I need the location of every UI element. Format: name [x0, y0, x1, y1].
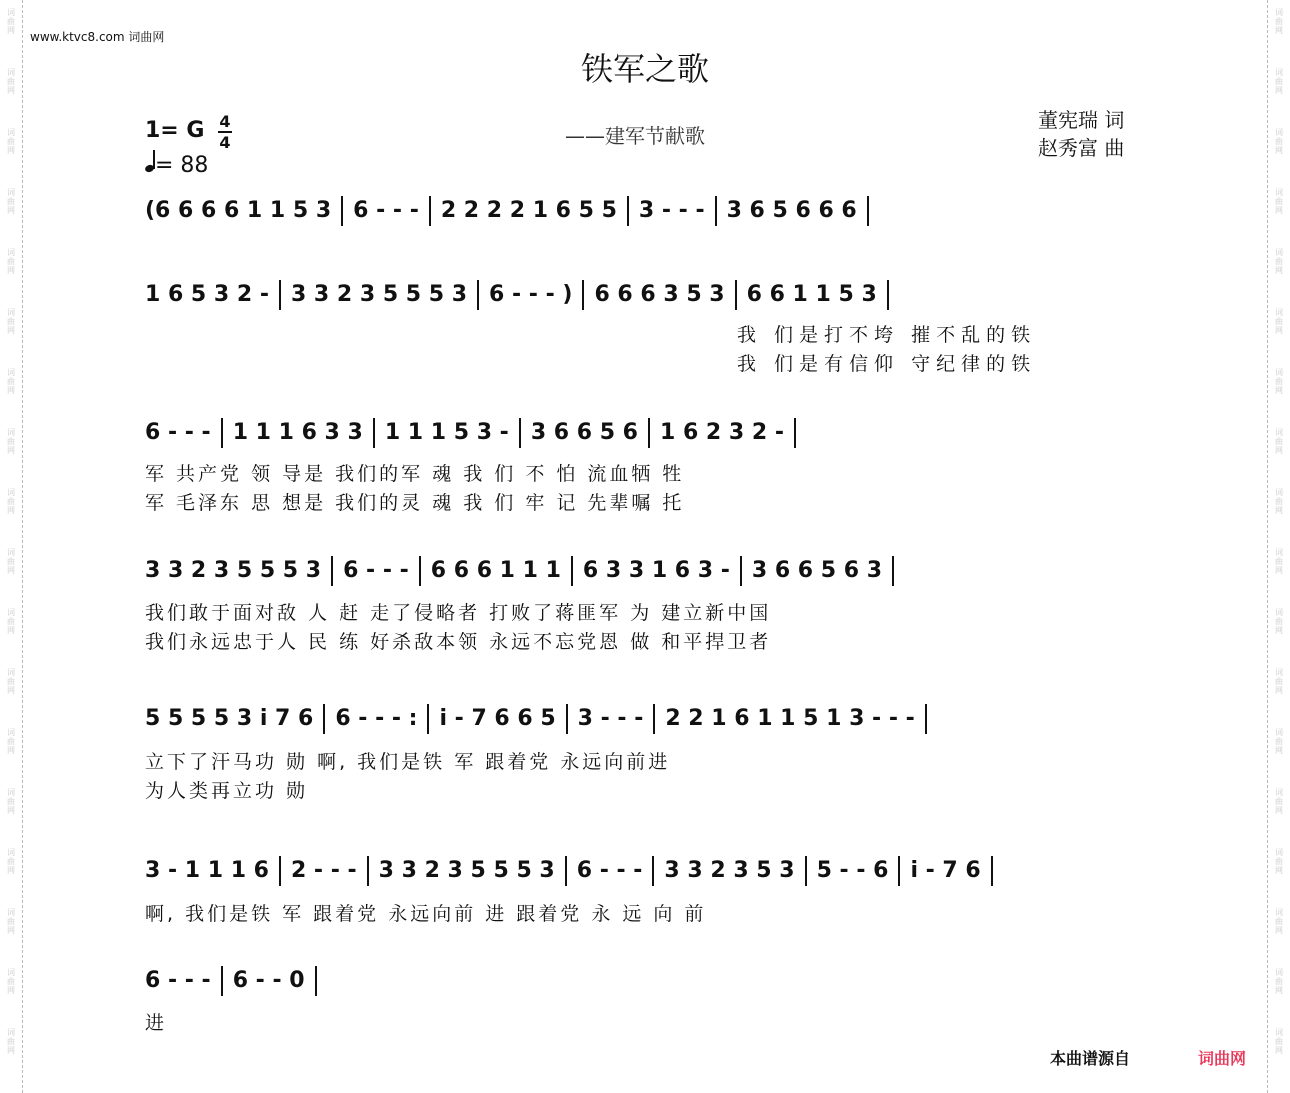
barline	[571, 556, 573, 586]
barline	[652, 856, 654, 886]
measure: 3 - - -	[638, 198, 705, 223]
barline	[331, 556, 333, 586]
measure: 6 6 6 1 1 1	[430, 558, 561, 583]
barline	[323, 704, 325, 734]
barline	[221, 966, 223, 996]
watermark-text: 词 曲 网	[1275, 128, 1283, 155]
watermark-text: 词 曲 网	[7, 968, 15, 995]
tempo-marking	[145, 150, 208, 178]
measure: 2 2 1 6 1 1 5 1 3 - - -	[665, 706, 915, 731]
measure: 1 1 1 5 3 -	[384, 420, 509, 445]
measure: 6 - - -	[343, 558, 409, 583]
barline	[627, 196, 629, 226]
watermark-text: 词 曲 网	[7, 8, 15, 35]
watermark-text: 词 曲 网	[1275, 608, 1283, 635]
lyric-line: 进	[145, 1012, 171, 1034]
barline	[887, 280, 889, 310]
barline	[892, 556, 894, 586]
notation-line	[145, 856, 1150, 886]
barline	[367, 856, 369, 886]
measure: 5 5 5 5 3 i 7 6	[145, 706, 314, 731]
watermark-text: 词 曲 网	[7, 788, 15, 815]
site-url[interactable]: www.ktvc8.com 词曲网	[30, 30, 165, 44]
barline	[794, 418, 796, 448]
watermark-text: 词 曲 网	[7, 908, 15, 935]
measure: 6 - - -	[145, 420, 211, 445]
barline	[373, 418, 375, 448]
watermark-text: 词 曲 网	[1275, 908, 1283, 935]
notation-line	[145, 196, 1150, 226]
barline	[279, 280, 281, 310]
measure: 2 - - -	[290, 858, 357, 883]
barline	[715, 196, 717, 226]
lyric-line: 军 共产党 领 导是 我们的军 魂 我 们 不 怕 流血牺 牲	[145, 463, 685, 485]
barline	[735, 280, 737, 310]
watermark-text: 词 曲 网	[1275, 8, 1283, 35]
measure: 3 6 6 5 6	[530, 420, 638, 445]
barline	[648, 418, 650, 448]
barline	[653, 704, 655, 734]
notation-line	[145, 704, 1150, 734]
left-watermark-strip	[0, 0, 23, 1093]
time-signature-top: 4	[219, 112, 231, 131]
barline	[427, 704, 429, 734]
watermark-text: 词 曲 网	[7, 668, 15, 695]
measure: 1 6 5 3 2 -	[145, 282, 269, 307]
barline	[740, 556, 742, 586]
measure: 1 6 2 3 2 -	[660, 420, 784, 445]
watermark-text: 词 曲 网	[7, 488, 15, 515]
barline	[566, 704, 568, 734]
right-watermark-strip	[1267, 0, 1290, 1093]
measure: 6 - - -	[145, 968, 211, 993]
watermark-text: 词 曲 网	[1275, 668, 1283, 695]
barline	[582, 280, 584, 310]
measure: 3 6 5 6 6 6	[726, 198, 857, 223]
measure: 3 3 2 3 5 5 5 3	[145, 558, 322, 583]
watermark-text: 词 曲 网	[7, 428, 15, 455]
lyric-line: 我们敢于面对敌 人 赶 走了侵略者 打败了蒋匪军 为 建立新中国	[145, 602, 772, 624]
composer-credit: 赵秀富 曲	[1038, 136, 1125, 160]
lyric-line: 啊, 我们是铁 军 跟着党 永远向前 进 跟着党 永 远 向 前	[145, 903, 707, 925]
watermark-text: 词 曲 网	[1275, 788, 1283, 815]
barline	[867, 196, 869, 226]
barline	[991, 856, 993, 886]
measure: i - 7 6 6 5	[439, 706, 556, 731]
watermark-text: 词 曲 网	[7, 188, 15, 215]
measure: 1 1 1 6 3 3	[232, 420, 363, 445]
measure: 3 3 2 3 5 5 5 3	[378, 858, 555, 883]
lyric-line: 立下了汗马功 勋 啊, 我们是铁 军 跟着党 永远向前进	[145, 751, 671, 773]
watermark-text: 词 曲 网	[1275, 728, 1283, 755]
barline	[925, 704, 927, 734]
tempo-value: = 88	[155, 153, 209, 178]
watermark-text: 词 曲 网	[7, 248, 15, 275]
watermark-text: 词 曲 网	[7, 128, 15, 155]
watermark-text: 词 曲 网	[1275, 428, 1283, 455]
measure: 6 - - -	[576, 858, 643, 883]
measure: 6 - - - )	[489, 282, 573, 307]
notation-line	[145, 280, 1150, 310]
barline	[519, 418, 521, 448]
lyric-line: 为人类再立功 勋	[145, 780, 309, 802]
watermark-text: 词 曲 网	[7, 308, 15, 335]
lyric-line: 我 们是打不垮 摧不乱的铁	[737, 324, 1037, 346]
barline	[565, 856, 567, 886]
measure: 3 3 2 3 5 5 5 3	[290, 282, 468, 307]
notation-line	[145, 418, 1150, 448]
measure: 6 6 1 1 5 3	[746, 282, 877, 307]
watermark-text: 词 曲 网	[7, 368, 15, 395]
barline	[429, 196, 431, 226]
measure: 5 - - 6	[816, 858, 889, 883]
time-signature-bottom: 4	[219, 133, 231, 152]
footer-source: 本曲谱源自	[1050, 1049, 1131, 1068]
measure: 6 6 6 3 5 3	[594, 282, 725, 307]
time-signature	[218, 114, 232, 150]
watermark-text: 词 曲 网	[7, 728, 15, 755]
watermark-text: 词 曲 网	[7, 548, 15, 575]
measure: 6 3 3 1 6 3 -	[582, 558, 730, 583]
notation-line	[145, 556, 1150, 586]
measure: 3 - 1 1 1 6	[145, 858, 269, 883]
lyric-line: 我们永远忠于人 民 练 好杀敌本领 永远不忘党恩 做 和平捍卫者	[145, 631, 772, 653]
watermark-text: 词 曲 网	[1275, 68, 1283, 95]
barline	[805, 856, 807, 886]
lyricist-credit: 董宪瑞 词	[1038, 108, 1125, 132]
lyric-line: 我 们是有信仰 守纪律的铁	[737, 353, 1037, 375]
watermark-text: 词 曲 网	[7, 608, 15, 635]
watermark-text: 词 曲 网	[7, 68, 15, 95]
measure: 3 3 2 3 5 3	[664, 858, 795, 883]
watermark-text: 词 曲 网	[1275, 968, 1283, 995]
measure: 2 2 2 2 1 6 5 5	[440, 198, 617, 223]
watermark-text: 词 曲 网	[1275, 848, 1283, 875]
notation-line	[145, 966, 395, 996]
barline	[279, 856, 281, 886]
measure: (6 6 6 6 1 1 5 3	[145, 198, 332, 223]
measure: 6 - - - :	[335, 706, 418, 731]
barline	[419, 556, 421, 586]
watermark-text: 词 曲 网	[1275, 188, 1283, 215]
credits	[1038, 106, 1124, 162]
watermark-text: 词 曲 网	[1275, 1028, 1283, 1055]
footer-brand-link[interactable]: 词曲网	[1198, 1049, 1247, 1068]
barline	[315, 966, 317, 996]
lyric-line: 军 毛泽东 思 想是 我们的灵 魂 我 们 牢 记 先辈嘱 托	[145, 492, 685, 514]
watermark-text: 词 曲 网	[1275, 248, 1283, 275]
song-title: 铁军之歌	[580, 50, 709, 88]
measure: 3 - - -	[577, 706, 644, 731]
measure: i - 7 6	[910, 858, 981, 883]
watermark-text: 词 曲 网	[1275, 548, 1283, 575]
watermark-text: 词 曲 网	[1275, 488, 1283, 515]
song-subtitle: ——建军节献歌	[565, 124, 705, 148]
measure: 3 6 6 5 6 3	[751, 558, 883, 583]
measure: 6 - - 0	[232, 968, 305, 993]
measure: 6 - - -	[353, 198, 419, 223]
watermark-text: 词 曲 网	[7, 1028, 15, 1055]
barline	[898, 856, 900, 886]
quarter-note-icon	[145, 150, 155, 172]
watermark-text: 词 曲 网	[1275, 308, 1283, 335]
watermark-text: 词 曲 网	[7, 848, 15, 875]
barline	[477, 280, 479, 310]
barline	[221, 418, 223, 448]
watermark-text: 词 曲 网	[1275, 368, 1283, 395]
barline	[341, 196, 343, 226]
key-signature: 1= G	[145, 118, 205, 143]
